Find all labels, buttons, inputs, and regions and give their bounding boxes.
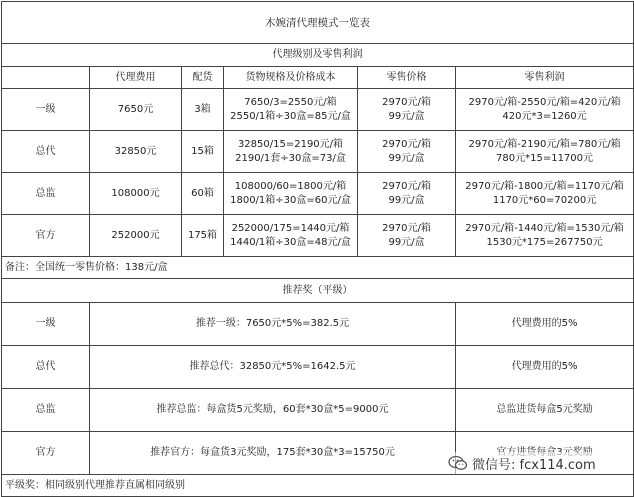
retail-cell: 2970元/箱 99元/盒 xyxy=(358,131,456,173)
fee-cell: 252000元 xyxy=(90,215,182,257)
header-cell: 零售价格 xyxy=(358,67,456,89)
recommend-level-cell: 官方 xyxy=(2,432,90,475)
profit-cell: 2970元/箱-2190元/箱=780元/箱 780元*15=11700元 xyxy=(456,131,634,173)
cost-cell: 108000/60=1800元/箱 1800/1箱÷30盒=60元/盒 xyxy=(224,173,358,215)
recommend-level-cell: 总代 xyxy=(2,346,90,389)
recommend-summary-cell: 代理费用的5% xyxy=(456,303,634,346)
header-cell: 代理费用 xyxy=(90,67,182,89)
watermark-text: 微信号: fcx114.com xyxy=(472,457,596,473)
recommend-detail-cell: 推荐官方：每盒货3元奖励，175套*30盒*3=15750元 xyxy=(90,432,456,475)
peer-bonus-note: 平级奖：相同级别代理推荐直属相同级别 xyxy=(2,475,634,497)
table-title: 木婉清代理模式一览表 xyxy=(2,2,634,44)
stock-cell: 3箱 xyxy=(182,89,224,131)
section-title-recommend: 推荐奖（平级） xyxy=(2,279,634,303)
header-cell: 货物规格及价格成本 xyxy=(224,67,358,89)
level-cell: 一级 xyxy=(2,89,90,131)
cost-cell: 32850/15=2190元/箱 2190/1套÷30盒=73/盒 xyxy=(224,131,358,173)
header-cell xyxy=(2,67,90,89)
stock-cell: 60箱 xyxy=(182,173,224,215)
retail-cell: 2970元/箱 99元/盒 xyxy=(358,173,456,215)
level-cell: 总监 xyxy=(2,173,90,215)
recommend-level-cell: 一级 xyxy=(2,303,90,346)
agent-mode-table xyxy=(1,1,634,497)
recommend-row xyxy=(2,303,634,346)
stock-cell: 175箱 xyxy=(182,215,224,257)
header-row xyxy=(2,67,634,89)
retail-price-note: 备注：全国统一零售价格：138元/盒 xyxy=(2,257,634,279)
table-row xyxy=(2,173,634,215)
wechat-icon xyxy=(448,455,468,471)
recommend-row xyxy=(2,346,634,389)
recommend-summary-cell: 总监进货每盒5元奖励 xyxy=(456,389,634,432)
profit-cell: 2970元/箱-1440元/箱=1530元/箱 1530元*175=267750元 xyxy=(456,215,634,257)
fee-cell: 7650元 xyxy=(90,89,182,131)
cost-cell: 7650/3=2550元/箱 2550/1箱÷30盒=85元/盒 xyxy=(224,89,358,131)
recommend-detail-cell: 推荐总代：32850元*5%=1642.5元 xyxy=(90,346,456,389)
profit-cell: 2970元/箱-2550元/箱=420元/箱 420元*3=1260元 xyxy=(456,89,634,131)
profit-cell: 2970元/箱-1800元/箱=1170元/箱 1170元*60=70200元 xyxy=(456,173,634,215)
section-title-levels: 代理级别及零售利润 xyxy=(2,44,634,67)
retail-cell: 2970元/箱 99元/盒 xyxy=(358,215,456,257)
recommend-detail-cell: 推荐一级：7650元*5%=382.5元 xyxy=(90,303,456,346)
recommend-summary-cell: 代理费用的5% xyxy=(456,346,634,389)
level-cell: 官方 xyxy=(2,215,90,257)
recommend-level-cell: 总监 xyxy=(2,389,90,432)
watermark xyxy=(444,452,600,474)
fee-cell: 32850元 xyxy=(90,131,182,173)
stock-cell: 15箱 xyxy=(182,131,224,173)
retail-cell: 2970元/箱 99元/盒 xyxy=(358,89,456,131)
fee-cell: 108000元 xyxy=(90,173,182,215)
table-row xyxy=(2,89,634,131)
recommend-row xyxy=(2,389,634,432)
level-cell: 总代 xyxy=(2,131,90,173)
table-row xyxy=(2,131,634,173)
recommend-detail-cell: 推荐总监：每盒货5元奖励，60套*30盒*5=9000元 xyxy=(90,389,456,432)
cost-cell: 252000/175=1440元/箱 1440/1箱÷30盒=48元/盒 xyxy=(224,215,358,257)
header-cell: 配货 xyxy=(182,67,224,89)
header-cell: 零售利润 xyxy=(456,67,634,89)
table-row xyxy=(2,215,634,257)
